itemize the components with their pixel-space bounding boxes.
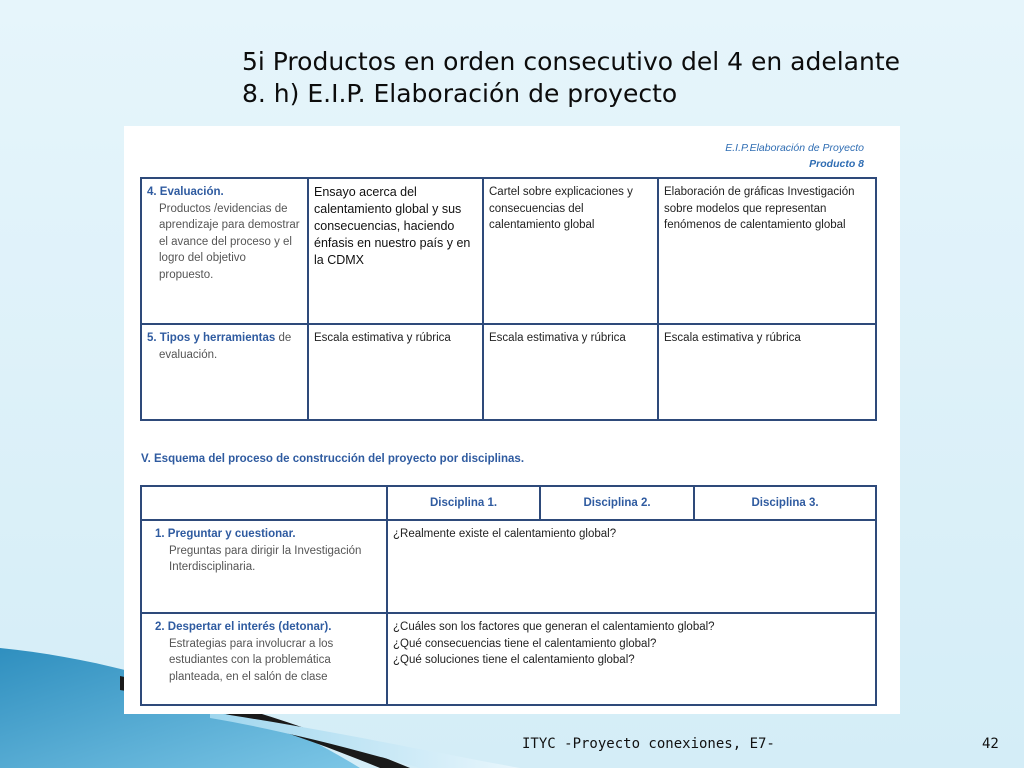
row-sublabel: Productos /evidencias de aprendizaje para demostrar el avance del proceso y el logro del objetivo propuesto.	[159, 202, 300, 281]
page-number: 42	[982, 736, 999, 752]
slide-title	[242, 46, 900, 110]
question: ¿Cuáles son los factores que generan el calentamiento global?	[393, 621, 715, 633]
header-row	[141, 486, 876, 520]
question-cell	[387, 613, 876, 705]
table-cell: Escala estimativa y rúbrica	[483, 324, 658, 420]
header-discipline-1: Disciplina 1.	[387, 486, 540, 520]
row-label: 2. Despertar el interés (detonar).	[155, 621, 332, 633]
doc-header-product: Producto 8	[809, 158, 864, 170]
row-label: 4. Evaluación.	[147, 186, 224, 198]
document-header	[725, 140, 864, 172]
row-label-suffix: de	[275, 332, 292, 344]
table-cell: Escala estimativa y rúbrica	[308, 324, 483, 420]
table-cell: Cartel sobre explicaciones y consecuencias del calentamiento global	[483, 178, 658, 324]
table-cell: Elaboración de gráficas Investigación sobre modelos que representan fenómenos de calentamiento global	[658, 178, 876, 324]
header-cell-empty	[141, 486, 387, 520]
row-header	[141, 613, 387, 705]
title-line-2: 8. h) E.I.P. Elaboración de proyecto	[242, 79, 678, 108]
header-discipline-2: Disciplina 2.	[540, 486, 694, 520]
evaluation-table	[140, 177, 877, 421]
question-cell	[387, 520, 876, 613]
table-cell: Escala estimativa y rúbrica	[658, 324, 876, 420]
question: ¿Qué consecuencias tiene el calentamiento global?	[393, 637, 657, 650]
doc-header-title: E.I.P.Elaboración de Proyecto	[725, 142, 864, 154]
row-sublabel: evaluación.	[159, 348, 218, 361]
row-sublabel: Preguntas para dirigir la Investigación Interdisciplinaria.	[169, 544, 362, 573]
discipline-table	[140, 485, 877, 706]
row-label: 5. Tipos y herramientas	[147, 332, 276, 344]
row-header	[141, 520, 387, 613]
row-label: 1. Preguntar y cuestionar.	[155, 528, 296, 540]
title-line-1: 5i Productos en orden consecutivo del 4 en adelante	[242, 47, 901, 76]
header-discipline-3: Disciplina 3.	[694, 486, 876, 520]
question: ¿Realmente existe el calentamiento global?	[393, 528, 617, 540]
row-header	[141, 324, 308, 420]
table-cell: Ensayo acerca del calentamiento global y sus consecuencias, haciendo énfasis en nuestro país y en la CDMX	[308, 178, 483, 324]
table-row	[141, 324, 876, 420]
table-row	[141, 178, 876, 324]
section-heading: V. Esquema del proceso de construcción del proyecto por disciplinas.	[141, 453, 525, 465]
table-row	[141, 520, 876, 613]
row-header	[141, 178, 308, 324]
table-row	[141, 613, 876, 705]
row-sublabel: Estrategias para involucrar a los estudiantes con la problemática planteada, en el salón de clase	[169, 637, 334, 683]
document-image	[124, 126, 900, 714]
question: ¿Qué soluciones tiene el calentamiento global?	[393, 654, 635, 666]
slide-footer: ITYC -Proyecto conexiones, E7-	[522, 736, 775, 752]
